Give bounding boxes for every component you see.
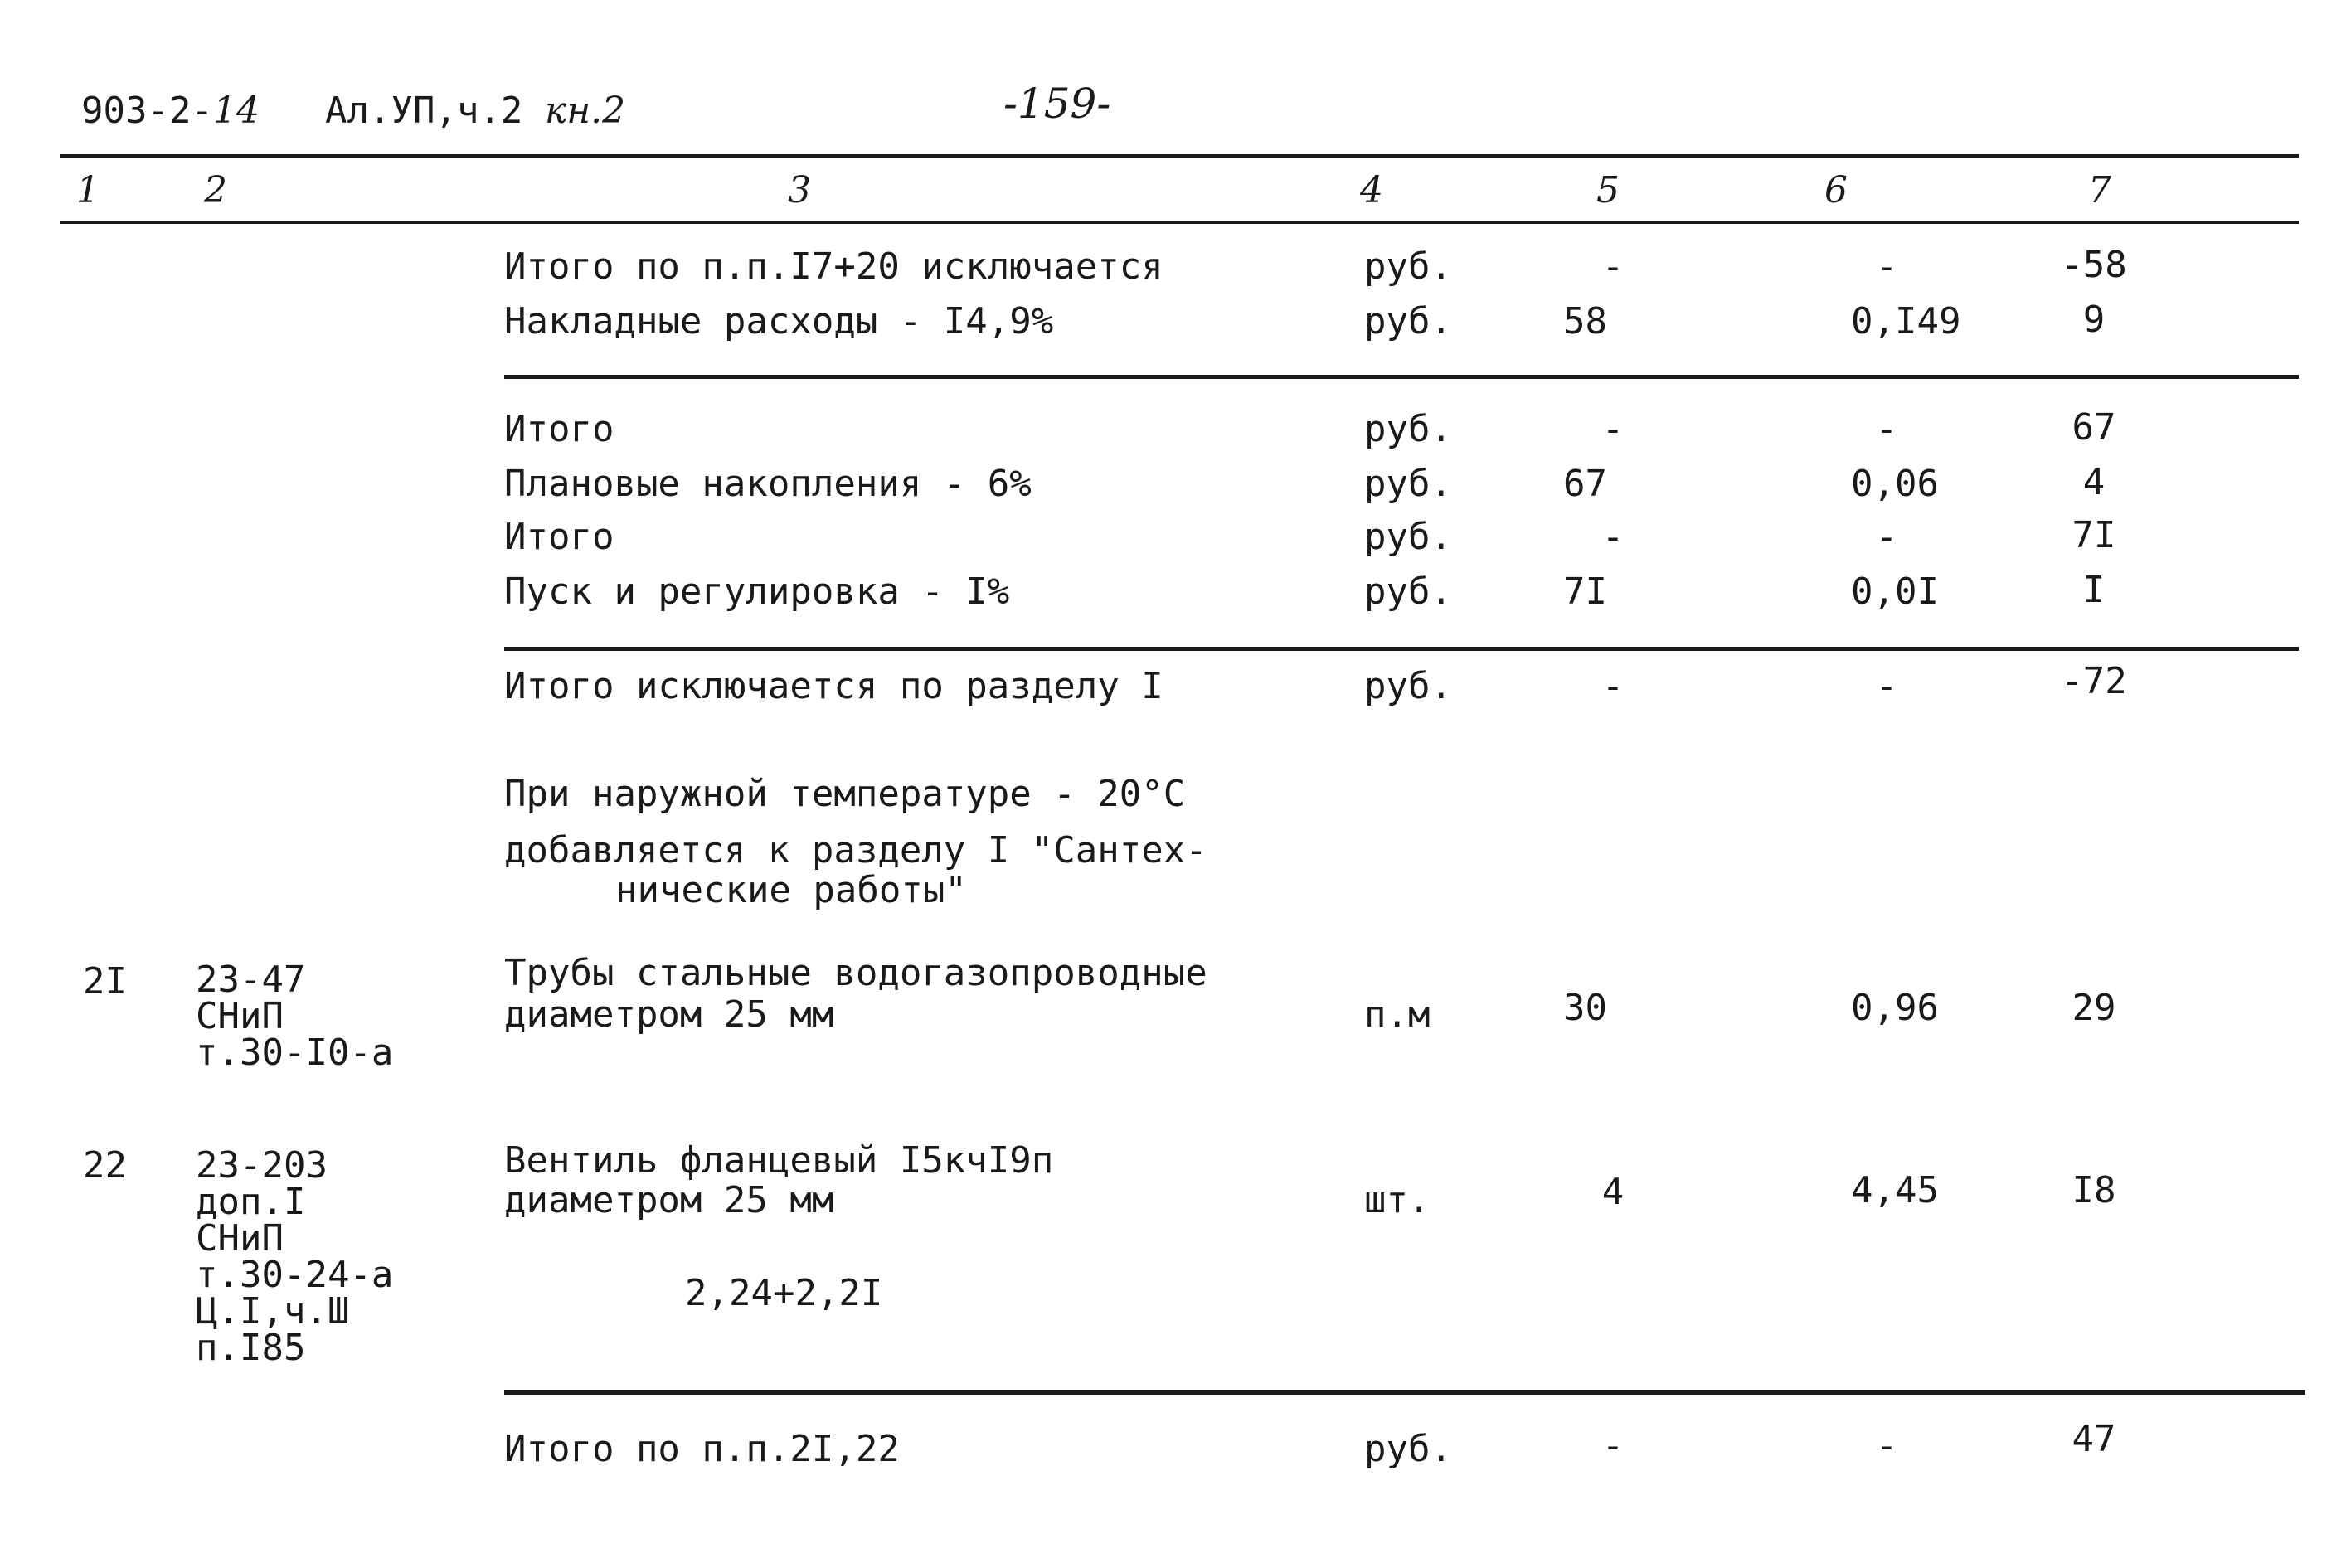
row-price: 0,0I — [1851, 570, 1939, 613]
item-code-line: СНиП — [196, 1217, 284, 1260]
row-description: Итого по п.п.I7+20 исключается — [504, 245, 1163, 288]
row-description: Пуск и регулировка - I% — [504, 570, 1010, 613]
item-number: 22 — [83, 1144, 127, 1187]
row-quantity: 67 — [1563, 463, 1607, 505]
row-quantity: - — [1601, 245, 1625, 288]
item-code-line: т.30-24-а — [196, 1254, 394, 1296]
row-quantity: 4 — [1601, 1171, 1625, 1213]
item-number: 2I — [83, 960, 127, 1002]
row-unit: шт. — [1364, 1179, 1431, 1221]
note-line-3: нические работы" — [615, 869, 967, 911]
row-quantity: - — [1601, 516, 1625, 558]
row-quantity: 7I — [1563, 570, 1607, 613]
column-header-7: 7 — [2088, 169, 2111, 211]
row-price: - — [1875, 516, 1898, 558]
item-description-line: Вентиль фланцевый I5кчI9п — [504, 1139, 1054, 1182]
row-quantity: 30 — [1563, 987, 1607, 1029]
row-total: 47 — [2072, 1418, 2116, 1460]
item-description-line: Трубы стальные водогазопроводные — [504, 952, 1207, 994]
item-code-line: 23-47 — [196, 959, 306, 1001]
row-description: Итого — [504, 516, 614, 558]
item-code-line: доп.I — [196, 1181, 306, 1223]
item-description-line: диаметром 25 мм — [504, 993, 834, 1036]
item-code-line: т.30-I0-а — [196, 1032, 394, 1074]
row-price: 0,I49 — [1851, 300, 1961, 342]
document-code-handwritten: 14 — [212, 90, 260, 132]
subtotal-rule — [504, 375, 2299, 379]
row-total: 7I — [2072, 514, 2116, 556]
column-header-1: 1 — [76, 169, 100, 211]
row-total: -58 — [2061, 244, 2127, 286]
row-unit: п.м — [1364, 993, 1431, 1036]
row-description: Накладные расходы - I4,9% — [504, 300, 1054, 342]
column-header-3: 3 — [788, 169, 811, 211]
row-total: I8 — [2072, 1169, 2116, 1211]
header-bottom-rule — [60, 221, 2299, 224]
row-unit: руб. — [1364, 300, 1452, 342]
row-description: Итого по п.п.2I,22 — [504, 1428, 900, 1470]
row-description: Плановые накопления - 6% — [504, 463, 1032, 505]
note-line-1: При наружной температуре - 20°С — [504, 773, 1186, 815]
row-price: - — [1875, 1425, 1898, 1467]
row-unit: руб. — [1364, 463, 1452, 505]
row-quantity: - — [1601, 1425, 1625, 1467]
row-total: 9 — [2082, 299, 2106, 341]
row-price: - — [1875, 665, 1898, 707]
row-description: Итого — [504, 408, 614, 450]
row-price: 0,06 — [1851, 463, 1939, 505]
row-description: Итого исключается по разделу I — [504, 665, 1163, 707]
section-rule — [504, 647, 2299, 651]
row-unit: руб. — [1364, 665, 1452, 707]
column-header-6: 6 — [1824, 169, 1848, 211]
item-code-line: 23-203 — [196, 1144, 328, 1187]
document-code-printed: 903-2- — [81, 90, 213, 132]
album-handwritten: кн.2 — [544, 90, 626, 132]
column-header-4: 4 — [1360, 169, 1383, 211]
row-price: - — [1875, 245, 1898, 288]
row-price: 4,45 — [1851, 1169, 1939, 1211]
row-quantity: - — [1601, 408, 1625, 450]
note-line-2: добавляется к разделу I "Сантех- — [504, 829, 1207, 871]
row-price: 0,96 — [1851, 987, 1939, 1029]
row-unit: руб. — [1364, 1428, 1452, 1470]
column-header-2: 2 — [204, 169, 227, 211]
table-top-rule — [60, 154, 2299, 158]
item-code-line: СНиП — [196, 995, 284, 1037]
document-code — [81, 90, 260, 132]
row-unit: руб. — [1364, 245, 1452, 288]
row-quantity: 58 — [1563, 300, 1607, 342]
item-code-line: п.I85 — [196, 1327, 306, 1369]
row-total: -72 — [2061, 660, 2127, 702]
item-calculation: 2,24+2,2I — [685, 1272, 883, 1314]
row-total: 4 — [2082, 461, 2106, 503]
row-unit: руб. — [1364, 570, 1452, 613]
column-header-5: 5 — [1596, 169, 1620, 211]
item-code-line: Ц.I,ч.Ш — [196, 1290, 350, 1333]
final-section-rule — [504, 1390, 2305, 1395]
row-price: - — [1875, 408, 1898, 450]
row-unit: руб. — [1364, 408, 1452, 450]
row-quantity: - — [1601, 665, 1625, 707]
row-total: 67 — [2072, 406, 2116, 449]
row-unit: руб. — [1364, 516, 1452, 558]
item-description-line: диаметром 25 мм — [504, 1179, 834, 1221]
album-printed: Ал.УП,ч.2 — [325, 90, 523, 132]
album-reference — [325, 90, 626, 132]
page-number: -159- — [1003, 80, 1111, 128]
row-total: 29 — [2072, 987, 2116, 1029]
row-total: I — [2082, 569, 2106, 611]
